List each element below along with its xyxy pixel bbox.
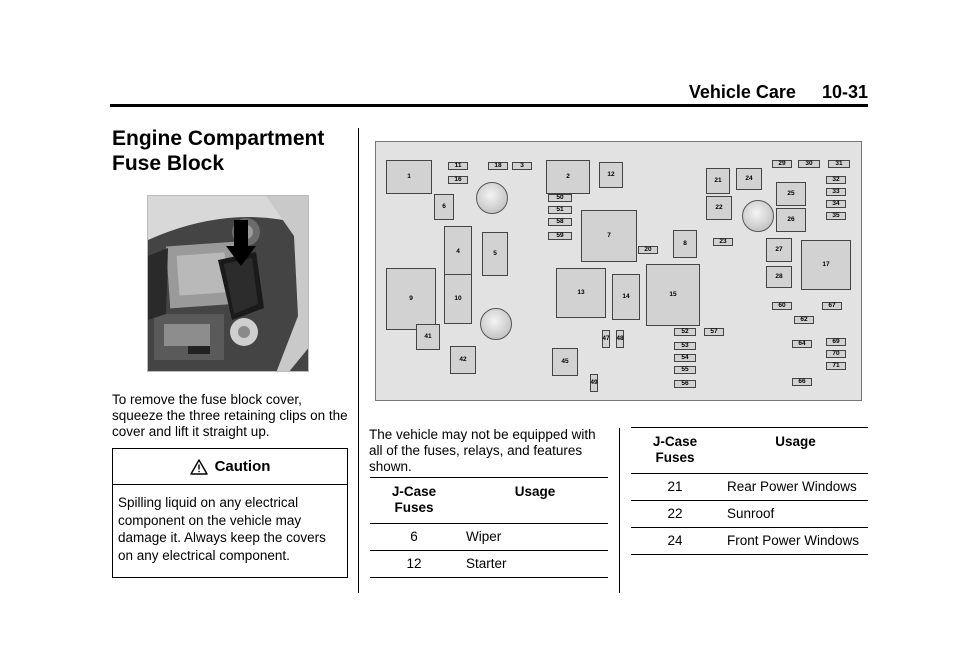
mounting-stud-icon xyxy=(476,182,508,214)
fuse-position-23: 23 xyxy=(713,238,733,246)
fuse-position-10: 10 xyxy=(444,274,472,324)
warning-triangle-icon xyxy=(190,459,208,475)
fuse-position-3: 3 xyxy=(512,162,532,170)
fuse-position-14: 14 xyxy=(612,274,640,320)
fuse-position-45: 45 xyxy=(552,348,578,376)
fuse-position-1: 1 xyxy=(386,160,432,194)
fuse-position-6: 6 xyxy=(434,194,454,220)
caution-text: Spilling liquid on any electrical component on the vehicle may damage it. Always keep the covers on any electrical component. xyxy=(118,495,326,563)
fuse-position-67: 67 xyxy=(822,302,842,310)
fuse-position-25: 25 xyxy=(776,182,806,206)
column-header-usage: Usage xyxy=(458,478,608,524)
fuse-position-30: 30 xyxy=(798,160,820,168)
table-row xyxy=(370,551,608,578)
fuse-position-47: 47 xyxy=(602,330,610,348)
fuse-position-8: 8 xyxy=(673,230,697,258)
fuse-usage: Wiper xyxy=(458,524,608,551)
fuse-position-57: 57 xyxy=(704,328,724,336)
fuse-position-60: 60 xyxy=(772,302,792,310)
fuse-position-34: 34 xyxy=(826,200,846,208)
fuse-position-26: 26 xyxy=(776,208,806,232)
column-divider xyxy=(358,128,359,593)
fuse-position-2: 2 xyxy=(546,160,590,194)
fuse-usage: Starter xyxy=(458,551,608,578)
column-header-usage: Usage xyxy=(719,428,868,474)
fuse-position-7: 7 xyxy=(581,210,637,262)
fuse-number: 22 xyxy=(631,501,719,528)
fuse-position-32: 32 xyxy=(826,176,846,184)
header-page-number: 10-31 xyxy=(821,82,868,102)
caution-heading: Caution xyxy=(214,458,271,475)
fuse-position-4: 4 xyxy=(444,226,472,278)
fuse-position-22: 22 xyxy=(706,196,732,220)
fuse-position-20: 20 xyxy=(638,246,658,254)
fuse-position-11: 11 xyxy=(448,162,468,170)
fuse-position-33: 33 xyxy=(826,188,846,196)
column-header-fuses: J-Case Fuses xyxy=(370,478,458,524)
fuse-position-59: 59 xyxy=(548,232,572,240)
equipment-note: The vehicle may not be equipped with all of the fuses, relays, and features shown. xyxy=(369,427,596,474)
fuse-usage: Sunroof xyxy=(719,501,868,528)
fuse-number: 6 xyxy=(370,524,458,551)
fuse-usage-table-1 xyxy=(370,477,608,578)
fuse-position-9: 9 xyxy=(386,268,436,330)
fuse-position-16: 16 xyxy=(448,176,468,184)
fuse-position-5: 5 xyxy=(482,232,508,276)
intro-paragraph: To remove the fuse block cover, squeeze the three retaining clips on the cover and lift it straight up. xyxy=(112,392,348,439)
mounting-stud-icon xyxy=(480,308,512,340)
fuse-position-12: 12 xyxy=(599,162,623,188)
fuse-position-71: 71 xyxy=(826,362,846,370)
fuse-position-70: 70 xyxy=(826,350,846,358)
fuse-number: 24 xyxy=(631,528,719,555)
fuse-position-18: 18 xyxy=(488,162,508,170)
table-row xyxy=(631,528,868,555)
section-title: Engine Compartment Fuse Block xyxy=(112,127,325,175)
fuse-position-50: 50 xyxy=(548,194,572,202)
column-header-fuses: J-Case Fuses xyxy=(631,428,719,474)
fuse-position-42: 42 xyxy=(450,346,476,374)
fuse-position-69: 69 xyxy=(826,338,846,346)
fuse-block-diagram xyxy=(375,141,862,401)
fuse-position-66: 66 xyxy=(792,378,812,386)
fuse-number: 12 xyxy=(370,551,458,578)
fuse-position-21: 21 xyxy=(706,168,730,194)
fuse-position-53: 53 xyxy=(674,342,696,350)
fuse-position-17: 17 xyxy=(801,240,851,290)
table-header-row xyxy=(370,478,608,524)
fuse-position-58: 58 xyxy=(548,218,572,226)
header-rule xyxy=(110,104,868,107)
caution-header xyxy=(113,449,347,485)
fuse-position-24: 24 xyxy=(736,168,762,190)
header-section-title: Vehicle Care xyxy=(688,82,796,102)
fuse-position-55: 55 xyxy=(674,366,696,374)
fuse-position-49: 49 xyxy=(590,374,598,392)
fuse-position-56: 56 xyxy=(674,380,696,388)
caution-box xyxy=(112,448,348,578)
fuse-position-52: 52 xyxy=(674,328,696,336)
fuse-usage: Front Power Windows xyxy=(719,528,868,555)
engine-photo-illustration xyxy=(148,196,309,372)
fuse-number: 21 xyxy=(631,474,719,501)
running-header xyxy=(660,82,868,106)
column-divider-right xyxy=(619,428,620,593)
engine-compartment-photo xyxy=(147,195,309,372)
fuse-position-48: 48 xyxy=(616,330,624,348)
table-row xyxy=(370,524,608,551)
fuse-position-64: 64 xyxy=(792,340,812,348)
fuse-position-31: 31 xyxy=(828,160,850,168)
fuse-position-54: 54 xyxy=(674,354,696,362)
mounting-stud-icon xyxy=(742,200,774,232)
fuse-position-28: 28 xyxy=(766,266,792,288)
fuse-position-29: 29 xyxy=(772,160,792,168)
fuse-usage: Rear Power Windows xyxy=(719,474,868,501)
fuse-usage-table-2 xyxy=(631,427,868,555)
table-row xyxy=(631,501,868,528)
fuse-position-62: 62 xyxy=(794,316,814,324)
fuse-position-41: 41 xyxy=(416,324,440,350)
fuse-position-15: 15 xyxy=(646,264,700,326)
table-row xyxy=(631,474,868,501)
fuse-position-13: 13 xyxy=(556,268,606,318)
fuse-position-51: 51 xyxy=(548,206,572,214)
fuse-position-35: 35 xyxy=(826,212,846,220)
table-header-row xyxy=(631,428,868,474)
fuse-position-27: 27 xyxy=(766,238,792,262)
